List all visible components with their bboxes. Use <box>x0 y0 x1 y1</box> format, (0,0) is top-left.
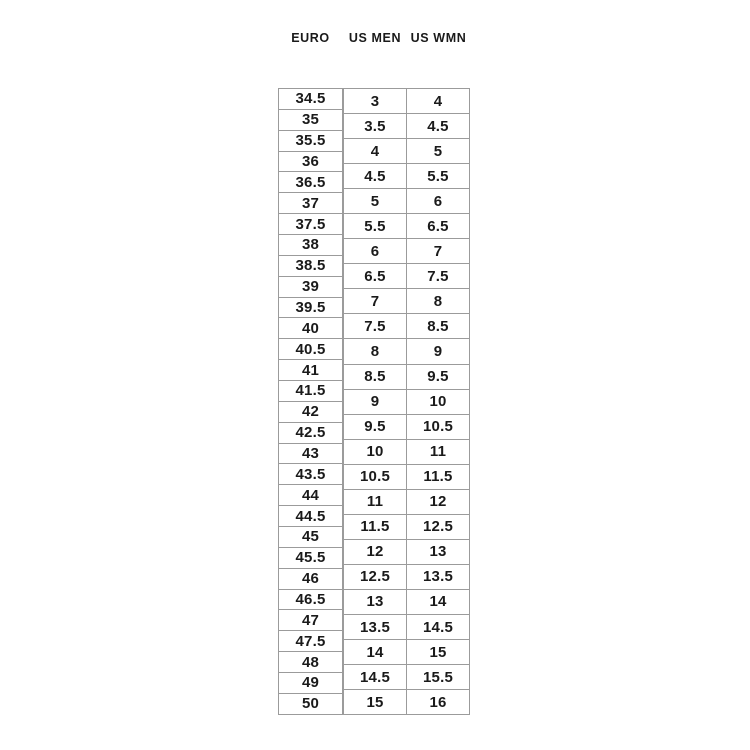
euro-size-cell: 39.5 <box>279 297 342 318</box>
us-men-cell: 10.5 <box>360 468 390 486</box>
euro-size-cell: 40.5 <box>279 338 342 359</box>
us-size-row <box>344 288 469 313</box>
euro-size-cell: 47.5 <box>279 630 342 651</box>
us-wmn-cell: 15 <box>406 640 469 664</box>
euro-size-cell: 45 <box>279 526 342 547</box>
euro-size-cell: 44 <box>279 484 342 505</box>
us-size-row <box>344 238 469 263</box>
us-size-row <box>344 639 469 664</box>
us-men-cell: 7 <box>370 292 380 310</box>
us-size-row <box>344 539 469 564</box>
us-wmn-cell: 5.5 <box>406 164 469 188</box>
us-men-cell: 11 <box>366 493 384 511</box>
us-men-cell: 9 <box>370 393 380 411</box>
us-size-row <box>344 138 469 163</box>
euro-size-cell: 43 <box>279 443 342 464</box>
us-wmn-cell: 15.5 <box>406 665 469 689</box>
euro-size-cell: 43.5 <box>279 463 342 484</box>
us-men-cell: 5 <box>370 192 380 210</box>
euro-size-cell: 37 <box>279 192 342 213</box>
euro-size-cell: 50 <box>279 693 342 714</box>
us-men-cell: 3 <box>370 92 380 110</box>
euro-size-cell: 38 <box>279 234 342 255</box>
us-men-cell: 12 <box>366 543 384 561</box>
us-size-row <box>344 514 469 539</box>
us-size-row <box>344 664 469 689</box>
us-wmn-cell: 13.5 <box>406 565 469 589</box>
us-wmn-cell: 10 <box>406 390 469 414</box>
us-men-cell: 13.5 <box>360 618 390 636</box>
euro-size-cell: 44.5 <box>279 505 342 526</box>
us-size-table <box>343 88 470 715</box>
us-wmn-cell: 12.5 <box>406 515 469 539</box>
us-men-cell: 8.5 <box>364 368 386 386</box>
us-wmn-cell: 5 <box>406 139 469 163</box>
us-wmn-cell: 13 <box>406 540 469 564</box>
us-size-row <box>344 564 469 589</box>
us-size-row <box>344 364 469 389</box>
us-size-row <box>344 464 469 489</box>
euro-size-cell: 40 <box>279 317 342 338</box>
us-wmn-cell: 14 <box>406 590 469 614</box>
us-men-cell: 12.5 <box>360 568 390 586</box>
euro-size-cell: 42.5 <box>279 422 342 443</box>
us-size-row <box>344 689 469 714</box>
euro-size-cell: 36.5 <box>279 171 342 192</box>
us-size-row <box>344 263 469 288</box>
euro-size-cell: 45.5 <box>279 547 342 568</box>
us-wmn-cell: 9.5 <box>406 365 469 389</box>
us-wmn-cell: 4.5 <box>406 114 469 138</box>
us-wmn-cell: 8 <box>406 289 469 313</box>
column-header-euro: EURO <box>291 31 330 45</box>
us-wmn-cell: 4 <box>406 89 469 113</box>
us-wmn-cell: 7.5 <box>406 264 469 288</box>
us-men-cell: 9.5 <box>364 418 386 436</box>
us-men-cell: 13 <box>366 593 384 611</box>
us-wmn-cell: 12 <box>406 490 469 514</box>
us-size-row <box>344 188 469 213</box>
euro-size-cell: 37.5 <box>279 213 342 234</box>
us-size-row <box>344 414 469 439</box>
us-men-cell: 6.5 <box>364 267 386 285</box>
us-men-cell: 15 <box>366 693 384 711</box>
us-size-row <box>344 163 469 188</box>
euro-size-cell: 46 <box>279 568 342 589</box>
us-men-cell: 4.5 <box>364 167 386 185</box>
us-wmn-cell: 9 <box>406 339 469 363</box>
euro-size-cell: 35 <box>279 109 342 130</box>
us-men-cell: 11.5 <box>360 518 390 536</box>
euro-size-column <box>278 88 343 715</box>
us-men-cell: 10 <box>366 443 384 461</box>
us-size-row <box>344 389 469 414</box>
us-size-row <box>344 313 469 338</box>
us-size-row <box>344 489 469 514</box>
us-men-cell: 5.5 <box>364 217 386 235</box>
us-size-row <box>344 338 469 363</box>
us-men-cell: 8 <box>370 342 380 360</box>
euro-size-cell: 36 <box>279 151 342 172</box>
euro-size-cell: 46.5 <box>279 589 342 610</box>
us-wmn-cell: 7 <box>406 239 469 263</box>
us-size-row <box>344 614 469 639</box>
us-wmn-cell: 6 <box>406 189 469 213</box>
us-wmn-cell: 11.5 <box>406 465 469 489</box>
us-wmn-cell: 10.5 <box>406 415 469 439</box>
us-wmn-cell: 8.5 <box>406 314 469 338</box>
us-men-cell: 6 <box>370 242 380 260</box>
euro-size-cell: 38.5 <box>279 255 342 276</box>
us-wmn-cell: 16 <box>406 690 469 714</box>
euro-size-cell: 34.5 <box>295 90 326 108</box>
euro-size-cell: 49 <box>279 672 342 693</box>
euro-size-cell: 41 <box>279 359 342 380</box>
us-size-row <box>344 213 469 238</box>
us-men-cell: 4 <box>370 142 380 160</box>
euro-size-cell: 41.5 <box>279 380 342 401</box>
column-header-us-men: US MEN <box>348 31 402 45</box>
us-men-cell: 14 <box>366 643 384 661</box>
euro-size-cell: 42 <box>279 401 342 422</box>
us-wmn-cell: 11 <box>406 440 469 464</box>
euro-size-cell: 47 <box>279 609 342 630</box>
euro-size-cell: 35.5 <box>279 130 342 151</box>
us-wmn-cell: 6.5 <box>406 214 469 238</box>
us-men-cell: 3.5 <box>364 117 386 135</box>
us-size-row <box>344 439 469 464</box>
us-men-cell: 7.5 <box>364 317 386 335</box>
euro-size-cell: 48 <box>279 651 342 672</box>
us-men-cell: 14.5 <box>360 668 390 686</box>
us-wmn-cell: 14.5 <box>406 615 469 639</box>
column-header-us-wmn: US WMN <box>410 31 467 45</box>
us-size-row <box>344 589 469 614</box>
us-size-row <box>344 89 469 113</box>
euro-size-cell: 39 <box>279 276 342 297</box>
us-size-row <box>344 113 469 138</box>
